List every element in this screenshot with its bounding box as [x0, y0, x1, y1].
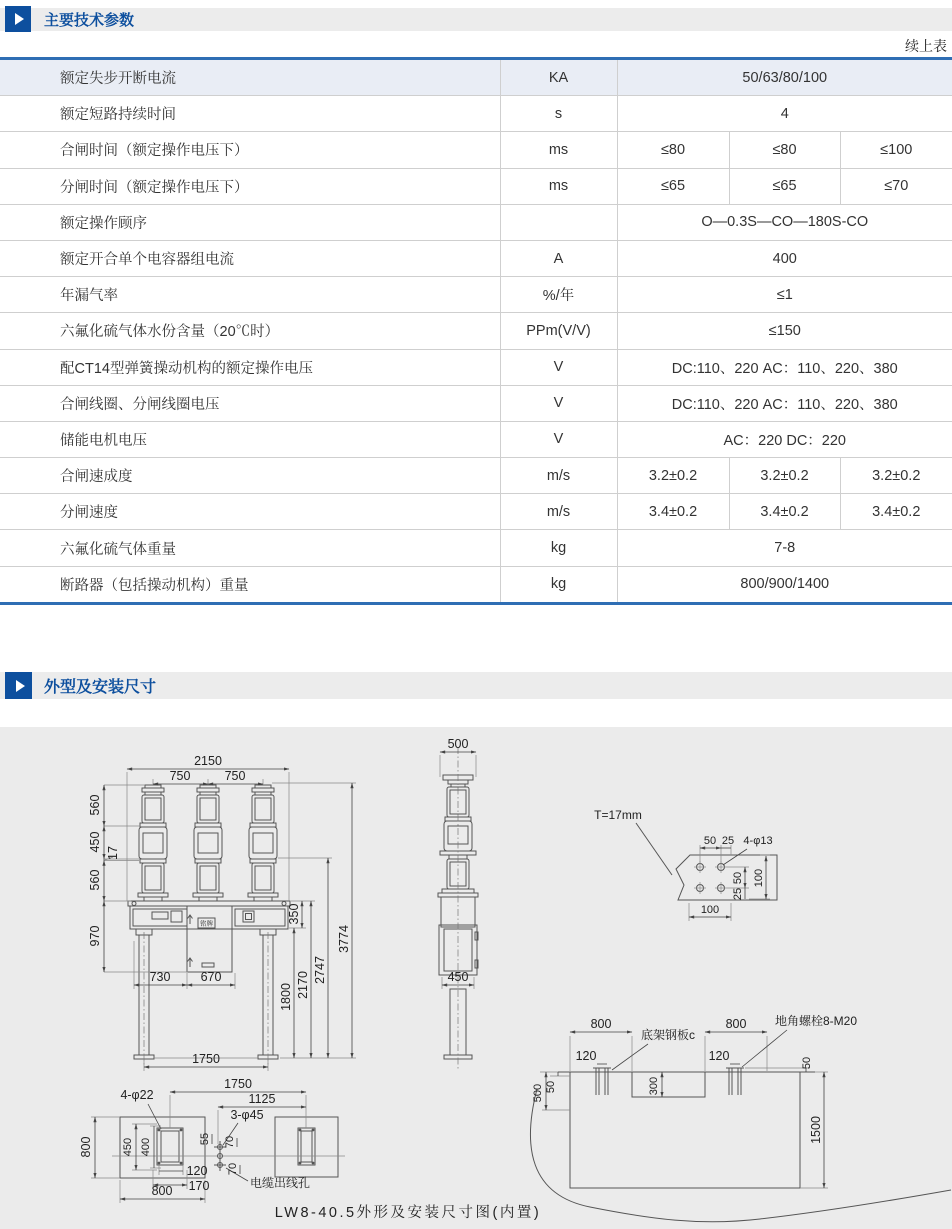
unit-cell: s: [500, 96, 617, 132]
param-cell: 分闸时间（额定操作电压下）: [0, 168, 500, 204]
nameplate-label: 铭牌: [200, 920, 213, 928]
table-row: [0, 458, 952, 494]
holes-label: 4-φ13: [743, 835, 773, 847]
dim-label: 55: [199, 1132, 211, 1146]
plan-detail: [79, 1077, 345, 1203]
value-cell: 3.2±0.2: [617, 458, 729, 494]
dim-label: 670: [200, 970, 222, 984]
param-cell: 合闸速成度: [0, 458, 500, 494]
dim-label: 500: [447, 737, 469, 751]
table-row: [0, 421, 952, 457]
param-cell: 分闸速度: [0, 494, 500, 530]
holes-label: 3-φ45: [230, 1108, 264, 1122]
table-row: [0, 132, 952, 168]
dim-label: 750: [224, 769, 246, 783]
table-row: [0, 59, 952, 96]
anchor-bolt-label: 地角螺栓8-M20: [774, 1014, 858, 1028]
front-view: [88, 754, 356, 1071]
value-cell: 50/63/80/100: [617, 59, 952, 96]
unit-cell: V: [500, 421, 617, 457]
section-header-main-params: [0, 8, 952, 31]
table-row: [0, 168, 952, 204]
table-row: [0, 240, 952, 276]
param-cell: 年漏气率: [0, 277, 500, 313]
value-cell: 7-8: [617, 530, 952, 566]
param-cell: 额定短路持续时间: [0, 96, 500, 132]
dim-label: 70: [224, 1135, 236, 1149]
dim-label: 100: [700, 904, 720, 916]
table-row: [0, 313, 952, 349]
param-cell: 断路器（包括操动机构）重量: [60, 577, 249, 594]
dim-label: 800: [725, 1017, 747, 1031]
section-title: 主要技术参数: [44, 12, 135, 29]
value-cell: 400: [617, 240, 952, 276]
dim-label: 2747: [313, 956, 327, 984]
value-cell: ≤80: [617, 132, 729, 168]
dim-label: 2150: [194, 754, 222, 768]
cable-outlet-label: 电缆出线孔: [250, 1176, 311, 1190]
section-header-dimensions: [0, 672, 952, 699]
unit-cell: [500, 204, 617, 240]
unit-cell: V: [500, 385, 617, 421]
dim-label: 1750: [224, 1077, 252, 1091]
dim-label: 400: [140, 1137, 152, 1157]
param-cell: 六氟化硫气体重量: [0, 530, 500, 566]
installation-dimension-drawing: [0, 727, 952, 1229]
dim-label: 800: [79, 1136, 93, 1158]
dim-label: 1125: [248, 1092, 276, 1106]
unit-cell: PPm(V/V): [500, 313, 617, 349]
dim-label: 800: [151, 1184, 173, 1198]
dim-label: 2170: [296, 971, 310, 999]
value-cell: ≤100: [840, 132, 952, 168]
dim-label: 500: [532, 1083, 544, 1103]
table-row: [0, 566, 952, 603]
value-cell: 800/900/1400: [617, 566, 952, 603]
param-cell: 配CT14型弹簧操动机构的额定操作电压: [0, 349, 500, 385]
dim-label: 970: [88, 925, 102, 947]
unit-cell: kg: [500, 566, 617, 603]
table-row: [0, 530, 952, 566]
dim-label: 450: [122, 1137, 134, 1157]
dim-label: 1750: [192, 1052, 220, 1066]
dim-label: 120: [575, 1049, 597, 1063]
unit-cell: ms: [500, 132, 617, 168]
table-row: [0, 96, 952, 132]
dim-label: 120: [186, 1164, 208, 1178]
value-cell: 3.2±0.2: [729, 458, 840, 494]
plate-detail: [594, 808, 777, 921]
dim-label: 25: [721, 835, 735, 847]
unit-cell: KA: [500, 59, 617, 96]
unit-cell: m/s: [500, 494, 617, 530]
param-cell: 六氟化硫气体水份含量（20℃时）: [0, 313, 500, 349]
base-steel-plate-label: 底架钢板c: [640, 1028, 696, 1042]
plate-thickness-label: T=17mm: [594, 808, 642, 822]
play-triangle-icon: [15, 13, 24, 25]
section-arrow-icon: [5, 672, 32, 699]
dim-label: 170: [188, 1179, 210, 1193]
value-cell: 3.2±0.2: [840, 458, 952, 494]
table-row: [0, 277, 952, 313]
holes-label: 4-φ22: [120, 1088, 154, 1102]
dim-label: 1800: [279, 983, 293, 1011]
dim-label: 560: [88, 794, 102, 816]
table-row: [0, 494, 952, 530]
value-cell: 3.4±0.2: [840, 494, 952, 530]
dim-label: 450: [88, 831, 102, 853]
drawing-caption: LW8-40.5外形及安装尺寸图(内置): [274, 1205, 542, 1221]
unit-cell: kg: [500, 530, 617, 566]
value-cell: O—0.3S—CO—180S-CO: [617, 204, 952, 240]
dim-label: 560: [88, 869, 102, 891]
dim-label: 350: [287, 903, 301, 925]
table-continued-note: 续上表: [905, 38, 947, 54]
dim-label: 17: [106, 846, 120, 860]
dim-label: 800: [590, 1017, 612, 1031]
dim-label: 50: [703, 835, 717, 847]
table-row: [0, 204, 952, 240]
section-title: 外型及安装尺寸: [44, 679, 157, 696]
param-cell: 储能电机电压: [0, 421, 500, 457]
unit-cell: %/年: [500, 277, 617, 313]
value-cell: DC:110、220 AC：110、220、380: [617, 385, 952, 421]
table-row: [0, 385, 952, 421]
foundation-detail: [530, 1013, 951, 1222]
value-cell: ≤1: [617, 277, 952, 313]
dim-label: 100: [753, 868, 765, 888]
dim-label: 25: [732, 887, 744, 901]
value-cell: 4: [617, 96, 952, 132]
value-cell: ≤65: [617, 168, 729, 204]
dim-label: 450: [447, 970, 469, 984]
spec-table: [0, 57, 952, 605]
dim-label: 750: [169, 769, 191, 783]
param-cell: 额定操作顾序: [0, 204, 500, 240]
section-arrow-icon: [5, 6, 31, 32]
value-cell: AC：220 DC：220: [617, 421, 952, 457]
unit-cell: m/s: [500, 458, 617, 494]
dim-label: 1500: [809, 1116, 823, 1144]
unit-cell: ms: [500, 168, 617, 204]
dim-label: 3774: [337, 925, 351, 953]
value-cell: ≤150: [617, 313, 952, 349]
unit-cell: V: [500, 349, 617, 385]
param-cell: 额定开合单个电容器组电流: [0, 240, 500, 276]
value-cell: DC:110、220 AC：110、220、380: [617, 349, 952, 385]
param-cell: 额定失步开断电流: [0, 59, 500, 96]
dim-label: 300: [648, 1076, 660, 1096]
dim-label: 50: [545, 1080, 557, 1094]
dim-label: 70: [227, 1162, 239, 1176]
value-cell: 3.4±0.2: [729, 494, 840, 530]
param-cell: 合闸线圈、分闸线圈电压: [0, 385, 500, 421]
side-view: [438, 737, 478, 1071]
value-cell: 3.4±0.2: [617, 494, 729, 530]
table-row: [0, 349, 952, 385]
dim-label: 50: [732, 871, 744, 885]
dim-label: 120: [708, 1049, 730, 1063]
value-cell: ≤65: [729, 168, 840, 204]
value-cell: ≤80: [729, 132, 840, 168]
value-cell: ≤70: [840, 168, 952, 204]
param-cell: 合闸时间（额定操作电压下）: [0, 132, 500, 168]
unit-cell: A: [500, 240, 617, 276]
outline-drawing-area: [0, 727, 952, 1229]
play-triangle-icon: [16, 680, 25, 692]
dim-label: 730: [149, 970, 171, 984]
dim-label: 50: [801, 1056, 813, 1070]
